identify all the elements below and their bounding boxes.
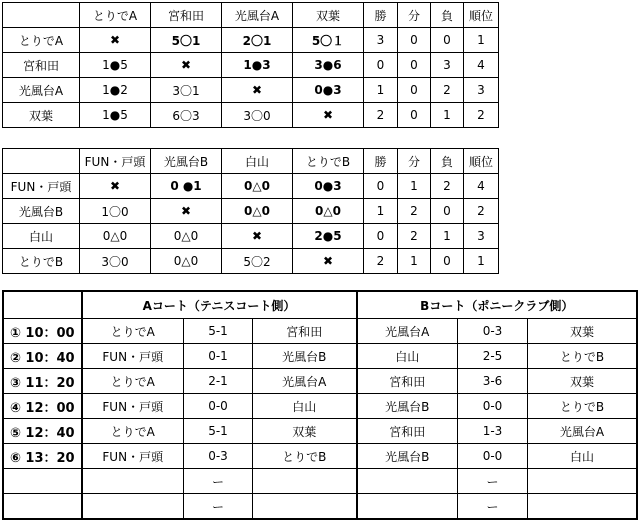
court-b-score: ー — [458, 494, 528, 519]
court-a-home-team: FUN・戸頭 — [82, 344, 184, 369]
court-a-away-team — [253, 469, 357, 494]
league-a-row — [3, 28, 499, 53]
league-a-header-cell: とりでA — [80, 3, 151, 28]
league-b-header-cell: 分 — [398, 149, 431, 174]
court-a-score: 5-1 — [184, 319, 253, 344]
league-b-draws: 1 — [398, 174, 431, 199]
court-a-score: ー — [184, 469, 253, 494]
court-b-away-team: 光風台A — [528, 419, 637, 444]
match-time: ⑤ 12：40 — [4, 419, 82, 444]
court-a-header: Aコート（テニスコート側） — [82, 292, 357, 319]
league-a-team-name: 宮和田 — [3, 53, 80, 78]
league-b-header-cell: とりでB — [293, 149, 364, 174]
league-b-result-cell: 2●5 — [293, 224, 364, 249]
court-b-home-team: 光風台A — [357, 319, 458, 344]
league-b-draws: 2 — [398, 199, 431, 224]
court-b-score: 0-0 — [458, 444, 528, 469]
court-b-away-team: とりでB — [528, 394, 637, 419]
court-b-home-team: 光風台B — [357, 394, 458, 419]
league-b-result-cell: 1〇0 — [80, 199, 151, 224]
league-a-draws: 0 — [398, 78, 431, 103]
league-a-result-cell: 1●5 — [80, 53, 151, 78]
schedule-row — [4, 344, 637, 369]
self-match-mark: ✖ — [80, 28, 151, 53]
league-a-header-cell: 勝 — [364, 3, 398, 28]
league-a-header-row — [3, 3, 499, 28]
league-a-header-cell: 光風台A — [222, 3, 293, 28]
schedule-row — [4, 444, 637, 469]
league-b-draws: 1 — [398, 249, 431, 274]
self-match-mark: ✖ — [151, 199, 222, 224]
league-b-team-name: とりでB — [3, 249, 80, 274]
league-b-header-cell: 順位 — [464, 149, 499, 174]
league-b-losses: 1 — [431, 224, 464, 249]
league-a-result-cell: 5〇１ — [293, 28, 364, 53]
court-b-home-team: 白山 — [357, 344, 458, 369]
league-b-table — [2, 148, 499, 274]
league-a-rank: 3 — [464, 78, 499, 103]
league-b-header-cell — [3, 149, 80, 174]
court-a-away-team: 光風台B — [253, 344, 357, 369]
league-a-result-cell: 0●3 — [293, 78, 364, 103]
league-b-wins: 1 — [364, 199, 398, 224]
league-b-wins: 2 — [364, 249, 398, 274]
court-a-away-team: 光風台A — [253, 369, 357, 394]
self-match-mark: ✖ — [80, 174, 151, 199]
court-a-home-team: とりでA — [82, 419, 184, 444]
league-a-draws: 0 — [398, 53, 431, 78]
court-b-away-team: 双葉 — [528, 319, 637, 344]
league-b-rank: 4 — [464, 174, 499, 199]
league-a-header-cell: 双葉 — [293, 3, 364, 28]
league-a-result-cell: 3〇0 — [222, 103, 293, 128]
court-b-home-team — [357, 494, 458, 519]
court-b-home-team: 宮和田 — [357, 369, 458, 394]
court-a-score: 5-1 — [184, 419, 253, 444]
schedule-row — [4, 394, 637, 419]
league-b-result-cell: 0△0 — [293, 199, 364, 224]
court-a-score: 2-1 — [184, 369, 253, 394]
league-a-draws: 0 — [398, 28, 431, 53]
league-a-team-name: 双葉 — [3, 103, 80, 128]
court-b-score: 1-3 — [458, 419, 528, 444]
schedule-time-header — [4, 292, 82, 319]
league-a-row — [3, 78, 499, 103]
league-a-result-cell: 5〇1 — [151, 28, 222, 53]
league-b-result-cell: 5〇2 — [222, 249, 293, 274]
league-a-losses: 3 — [431, 53, 464, 78]
match-time: ④ 12：00 — [4, 394, 82, 419]
match-time — [4, 494, 82, 519]
league-a-result-cell: 1●5 — [80, 103, 151, 128]
self-match-mark: ✖ — [293, 249, 364, 274]
court-b-score: ー — [458, 469, 528, 494]
league-b-draws: 2 — [398, 224, 431, 249]
league-b-header-cell: 勝 — [364, 149, 398, 174]
league-a-header-cell: 分 — [398, 3, 431, 28]
league-a-header-cell: 宮和田 — [151, 3, 222, 28]
league-a-losses: 0 — [431, 28, 464, 53]
league-b-result-cell: 0●3 — [293, 174, 364, 199]
league-a-row — [3, 103, 499, 128]
league-b-header-cell: 光風台B — [151, 149, 222, 174]
court-b-away-team: とりでB — [528, 344, 637, 369]
match-time: ⑥ 13：20 — [4, 444, 82, 469]
league-a-header-cell — [3, 3, 80, 28]
court-a-away-team — [253, 494, 357, 519]
league-b-losses: 0 — [431, 249, 464, 274]
league-b-rank: 2 — [464, 199, 499, 224]
league-b-result-cell: 0△0 — [151, 224, 222, 249]
match-time: ③ 11：20 — [4, 369, 82, 394]
league-b-row — [3, 224, 499, 249]
court-b-away-team — [528, 494, 637, 519]
league-a-wins: 0 — [364, 53, 398, 78]
league-b-losses: 0 — [431, 199, 464, 224]
league-a-rank: 2 — [464, 103, 499, 128]
league-a-result-cell: 3〇1 — [151, 78, 222, 103]
league-b-header-cell: FUN・戸頭 — [80, 149, 151, 174]
league-a-team-name: とりでA — [3, 28, 80, 53]
court-a-home-team: とりでA — [82, 319, 184, 344]
league-a-losses: 1 — [431, 103, 464, 128]
league-b-team-name: FUN・戸頭 — [3, 174, 80, 199]
schedule-row — [4, 494, 637, 519]
league-b-row — [3, 199, 499, 224]
league-b-losses: 2 — [431, 174, 464, 199]
schedule-row — [4, 469, 637, 494]
court-a-home-team: FUN・戸頭 — [82, 444, 184, 469]
league-b-row — [3, 174, 499, 199]
court-a-away-team: 白山 — [253, 394, 357, 419]
league-b-team-name: 光風台B — [3, 199, 80, 224]
court-b-home-team: 宮和田 — [357, 419, 458, 444]
league-a-row — [3, 53, 499, 78]
court-a-home-team — [82, 469, 184, 494]
court-b-score: 0-0 — [458, 394, 528, 419]
schedule-row — [4, 369, 637, 394]
match-schedule-table — [3, 291, 637, 519]
league-a-result-cell: 2〇1 — [222, 28, 293, 53]
league-a-header-cell: 順位 — [464, 3, 499, 28]
self-match-mark: ✖ — [222, 224, 293, 249]
league-a-losses: 2 — [431, 78, 464, 103]
league-a-wins: 1 — [364, 78, 398, 103]
league-a-rank: 4 — [464, 53, 499, 78]
court-b-score: 0-3 — [458, 319, 528, 344]
court-a-away-team: 宮和田 — [253, 319, 357, 344]
league-b-team-name: 白山 — [3, 224, 80, 249]
court-a-score: 0-1 — [184, 344, 253, 369]
league-b-header-cell: 白山 — [222, 149, 293, 174]
court-b-score: 3-6 — [458, 369, 528, 394]
match-time: ② 10：40 — [4, 344, 82, 369]
league-b-wins: 0 — [364, 174, 398, 199]
league-b-result-cell: 0△0 — [222, 199, 293, 224]
self-match-mark: ✖ — [293, 103, 364, 128]
league-b-result-cell: 0 ●1 — [151, 174, 222, 199]
court-a-score: ー — [184, 494, 253, 519]
schedule-header-row — [4, 292, 637, 319]
court-a-home-team: とりでA — [82, 369, 184, 394]
league-a-table — [2, 2, 499, 128]
league-b-result-cell: 0△0 — [151, 249, 222, 274]
court-b-away-team: 白山 — [528, 444, 637, 469]
league-a-team-name: 光風台A — [3, 78, 80, 103]
match-time — [4, 469, 82, 494]
self-match-mark: ✖ — [151, 53, 222, 78]
match-time: ① 10：00 — [4, 319, 82, 344]
league-a-result-cell: 6〇3 — [151, 103, 222, 128]
league-a-result-cell: 1●2 — [80, 78, 151, 103]
league-b-row — [3, 249, 499, 274]
league-a-result-cell: 1●3 — [222, 53, 293, 78]
league-b-result-cell: 0△0 — [80, 224, 151, 249]
league-a-draws: 0 — [398, 103, 431, 128]
league-b-rank: 1 — [464, 249, 499, 274]
court-b-away-team — [528, 469, 637, 494]
league-b-result-cell: 3〇0 — [80, 249, 151, 274]
league-a-wins: 3 — [364, 28, 398, 53]
league-a-rank: 1 — [464, 28, 499, 53]
court-b-score: 2-5 — [458, 344, 528, 369]
court-b-home-team — [357, 469, 458, 494]
league-b-wins: 0 — [364, 224, 398, 249]
court-a-score: 0-3 — [184, 444, 253, 469]
league-a-wins: 2 — [364, 103, 398, 128]
court-a-score: 0-0 — [184, 394, 253, 419]
schedule-row — [4, 319, 637, 344]
court-b-header: Bコート（ポニークラブ側） — [357, 292, 637, 319]
court-b-home-team: 光風台B — [357, 444, 458, 469]
league-b-header-row — [3, 149, 499, 174]
league-a-header-cell: 負 — [431, 3, 464, 28]
schedule-row — [4, 419, 637, 444]
league-b-header-cell: 負 — [431, 149, 464, 174]
league-a-result-cell: 3●6 — [293, 53, 364, 78]
court-a-away-team: 双葉 — [253, 419, 357, 444]
league-b-rank: 3 — [464, 224, 499, 249]
court-a-home-team: FUN・戸頭 — [82, 394, 184, 419]
court-a-home-team — [82, 494, 184, 519]
self-match-mark: ✖ — [222, 78, 293, 103]
court-b-away-team: 双葉 — [528, 369, 637, 394]
court-a-away-team: とりでB — [253, 444, 357, 469]
league-b-result-cell: 0△0 — [222, 174, 293, 199]
